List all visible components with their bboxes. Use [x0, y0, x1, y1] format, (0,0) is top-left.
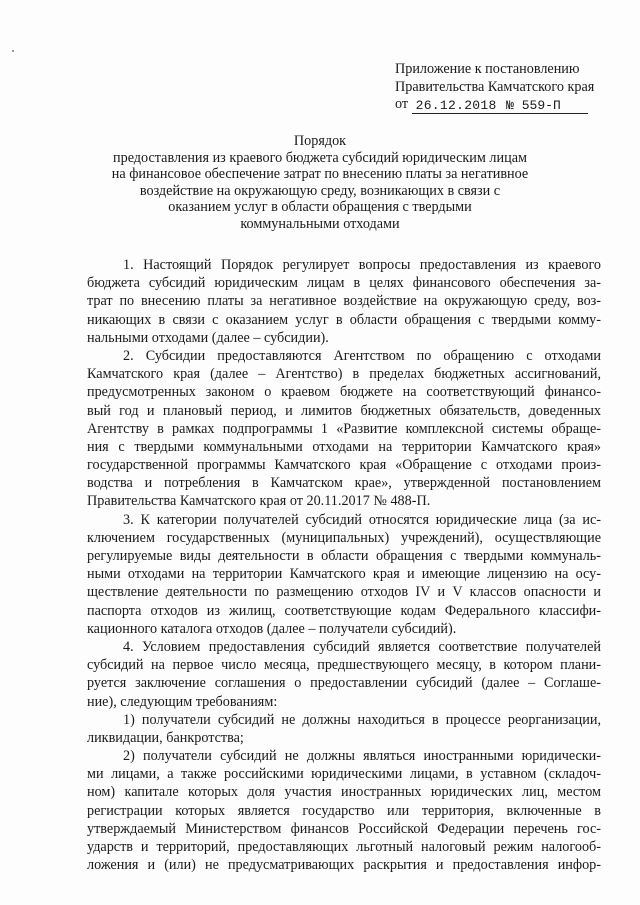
- body-line: 3. К категории получателей субсидий относятся юридические лица (за ис-: [123, 511, 601, 528]
- body-line: Камчатского края (далее – Агентство) в пределах бюджетных ассигнований,: [87, 366, 601, 383]
- body-line: ществление деятельности по размещению отходов IV и V классов опасности и: [87, 584, 601, 601]
- body-line: регулируемые виды деятельности в области обращения с твердыми коммуналь-: [87, 548, 601, 564]
- body-line: трат по внесению платы за негативное воздействие на окружающую среду, воз-: [87, 293, 601, 310]
- header-line-2: Правительства Камчатского края: [395, 78, 595, 95]
- body-line: утверждаемый Министерством финансов Российской Федерации перечень гос-: [87, 820, 601, 837]
- body-line: ном) капитале которых доля участия иностранных юридических лиц, местом: [87, 784, 601, 801]
- document-title: [105, 133, 535, 232]
- title-line: предоставления из краевого бюджета субсидий юридическим лицам: [113, 149, 527, 166]
- body-line: ключением государственных (муниципальных) учреждений), осуществляющие: [87, 529, 601, 546]
- body-line: 2) получатели субсидий не должны являться иностранными юридически-: [123, 748, 601, 765]
- body-line: 1) получатели субсидий не должны находиться в процессе реорганизации,: [123, 711, 601, 728]
- decree-number: 559-П: [521, 97, 561, 113]
- title-heading: Порядок: [293, 133, 347, 149]
- from-label: от: [395, 96, 409, 112]
- body-line: ликвидации, банкротства;: [87, 729, 244, 746]
- body-line: ния с твердыми коммунальными отходами на территории Камчатского края»: [87, 438, 601, 455]
- body-line: ложения и (или) не предусматривающих раскрытия и предоставления инфор-: [87, 857, 601, 874]
- header-line-1: Приложение к постановлению: [395, 61, 580, 77]
- body-line: ударств и территорий, предоставляющих льготный налоговый режим налогооб-: [87, 839, 601, 855]
- body-line: регистрации которых является государство или территория, включенные в: [87, 802, 601, 819]
- body-line: водства и потребления в Камчатском крае», утвержденной постановлением: [87, 475, 601, 492]
- body-line: предусмотренных законом о краевом бюджете на соответствующий финансо-: [87, 384, 601, 401]
- document-body: [87, 256, 601, 874]
- body-line: 2. Субсидии предоставляются Агентством по обращению с отходами: [123, 347, 601, 364]
- body-line: руется заключение соглашения о предоставлении субсидий (далее – Соглаше-: [87, 675, 601, 692]
- body-line: ние), следующим требованиям:: [87, 693, 278, 710]
- body-line: 4. Условием предоставления субсидий является соответствие получателей: [123, 638, 601, 655]
- decree-number-field: [500, 98, 588, 114]
- title-line: оказанием услуг в области обращения с твердыми: [168, 199, 472, 215]
- body-line: Правительства Камчатского края от 20.11.2017 № 488-П.: [87, 493, 431, 510]
- title-line: коммунальными отходами: [240, 215, 400, 232]
- number-label: №: [506, 97, 514, 113]
- body-line: бюджета субсидий юридическим лицам в целях финансового обеспечения за-: [87, 275, 601, 292]
- body-line: нальными отходами (далее – субсидии).: [87, 329, 329, 346]
- body-line: никающих в связи с оказанием услуг в области обращения с твердыми комму-: [87, 311, 601, 328]
- body-line: субсидий на первое число месяца, предшествующего месяцу, в котором плани-: [87, 657, 601, 674]
- body-line: кационного каталога отходов (далее – получатели субсидий).: [87, 620, 457, 637]
- decree-reference: [395, 96, 620, 114]
- body-line: ми лицами, а также российскими юридическими лицами, в уставном (складоч-: [87, 766, 601, 783]
- body-line: паспорта отходов из жилищ, соответствующие кодам Федерального классифи-: [87, 602, 601, 619]
- decree-date: 26.12.2018: [412, 98, 500, 114]
- body-line: государственной программы Камчатского края «Обращение с отходами произ-: [87, 457, 601, 474]
- scan-speck: [12, 50, 14, 52]
- title-line: на финансовое обеспечение затрат по внесению платы за негативное: [111, 166, 529, 182]
- title-line: воздействие на окружающую среду, возникающих в связи с: [139, 182, 501, 199]
- body-line: 1. Настоящий Порядок регулирует вопросы предоставления из краевого: [123, 257, 601, 273]
- body-line: Агентству в рамках подпрограммы 1 «Развитие комплексной системы обраще-: [87, 420, 601, 437]
- body-line: вый год и плановый период, и лимитов бюджетных обязательств, доведенных: [87, 402, 601, 419]
- body-line: ными отходами на территории Камчатского края и имеющие лицензию на осу-: [87, 566, 601, 583]
- attachment-header: [395, 61, 620, 114]
